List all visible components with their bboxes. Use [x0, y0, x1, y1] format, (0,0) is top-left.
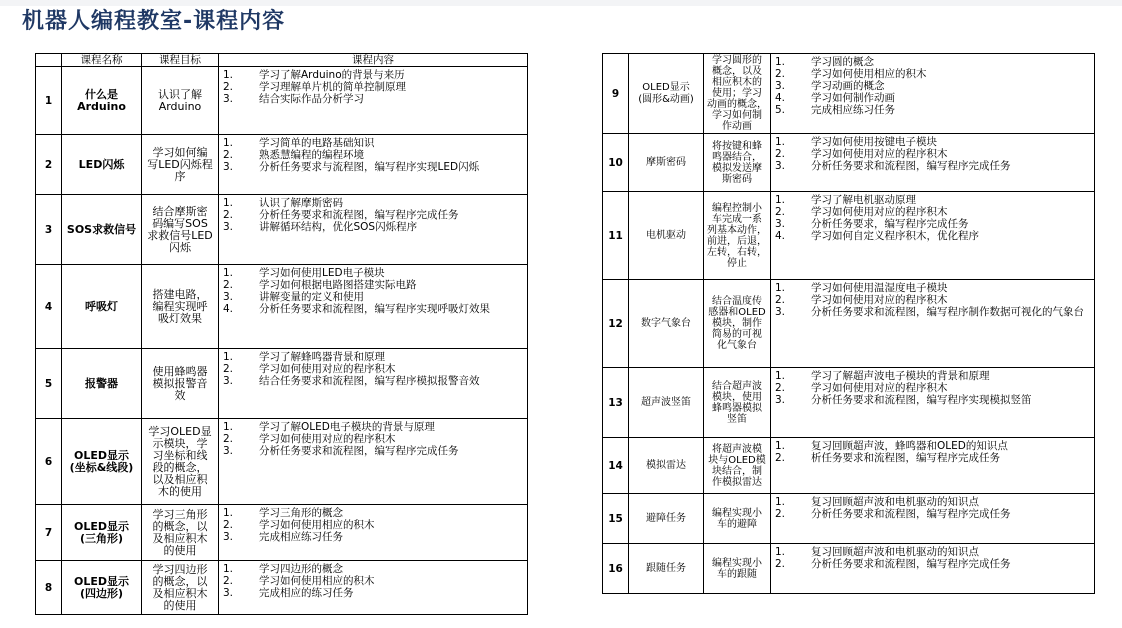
list-item-number: 3.	[223, 531, 234, 543]
list-item-text: 熟悉慧编程的编程环境	[259, 149, 364, 161]
list-item-number: 1.	[775, 282, 786, 294]
list-item-text: 学习如何使用对应的程序积木	[811, 294, 948, 306]
course-goal: 搭建电路， 编程实现呼 吸灯效果	[142, 265, 219, 349]
course-content	[771, 438, 1095, 494]
list-item-number: 2.	[223, 209, 234, 221]
list-item-text: 分析任务要求和流程图，编写程序完成任务	[259, 445, 459, 457]
list-item-number: 4.	[223, 303, 234, 315]
list-item	[221, 303, 525, 315]
course-content	[771, 134, 1095, 192]
course-name: 避障任务	[629, 494, 704, 544]
list-item-text: 学习如何根据电路图搭建实际电路	[259, 279, 417, 291]
list-item	[221, 93, 525, 105]
list-item-number: 3.	[223, 291, 234, 303]
content-list	[773, 136, 1092, 172]
header-course-content: 课程内容	[219, 54, 528, 67]
table-row	[603, 54, 1095, 134]
list-item-number: 4.	[775, 92, 786, 104]
course-name: LED闪烁	[62, 135, 142, 195]
course-content	[219, 195, 528, 265]
row-number: 10	[603, 134, 629, 192]
list-item-text: 分析任务要求与流程图，编写程序实现LED闪烁	[259, 161, 480, 173]
list-item-text: 学习了解Arduino的背景与来历	[259, 69, 405, 81]
table-row	[36, 195, 528, 265]
list-item-number: 1.	[775, 136, 786, 148]
row-number: 7	[36, 505, 62, 561]
list-item-text: 复习回顾超声波和电机驱动的知识点	[811, 496, 979, 508]
list-item-text: 学习了解超声波电子模块的背景和原理	[811, 370, 990, 382]
row-number: 8	[36, 561, 62, 615]
table-row	[36, 505, 528, 561]
list-item	[221, 531, 525, 543]
table-row	[603, 280, 1095, 368]
course-goal: 编程控制小 车完成一系 列基本动作， 前进，后退， 左转，右转， 停止	[704, 192, 771, 280]
list-item	[773, 206, 1092, 218]
list-item-number: 1.	[775, 56, 786, 68]
table-row	[603, 134, 1095, 192]
list-item-text: 学习如何使用相应的积木	[259, 519, 375, 531]
course-content	[771, 54, 1095, 134]
list-item-number: 2.	[223, 519, 234, 531]
course-name: OLED显示 (圆形&动画)	[629, 54, 704, 134]
list-item-text: 分析任务要求和流程图，编写程序制作数据可视化的气象台	[811, 306, 1084, 318]
list-item	[773, 382, 1092, 394]
course-goal: 学习如何编 写LED闪烁程 序	[142, 135, 219, 195]
list-item-text: 学习如何使用按键电子模块	[811, 136, 937, 148]
list-item-number: 3.	[775, 306, 786, 318]
list-item-text: 学习如何使用对应的程序积木	[811, 206, 948, 218]
course-goal: 编程实现小 车的跟随	[704, 544, 771, 594]
list-item-number: 2.	[775, 382, 786, 394]
table-row	[36, 67, 528, 135]
list-item-text: 学习如何使用对应的程序积木	[259, 363, 396, 375]
list-item	[773, 68, 1092, 80]
list-item-text: 学习了解电机驱动原理	[811, 194, 916, 206]
list-item-number: 3.	[775, 394, 786, 406]
content-list	[773, 282, 1092, 318]
list-item-text: 学习了解蜂鸣器背景和原理	[259, 351, 385, 363]
list-item	[221, 291, 525, 303]
list-item-text: 复习回顾超声波，蜂鸣器和OLED的知识点	[811, 440, 1008, 452]
list-item	[221, 587, 525, 599]
list-item-text: 学习四边形的概念	[259, 563, 343, 575]
list-item-number: 2.	[775, 452, 786, 464]
list-item	[221, 137, 525, 149]
list-item-text: 学习如何使用LED电子模块	[259, 267, 385, 279]
list-item-number: 3.	[223, 221, 234, 233]
content-list	[221, 197, 525, 233]
header-num	[36, 54, 62, 67]
course-goal: 将按键和蜂 鸣器结合， 模拟发送摩 斯密码	[704, 134, 771, 192]
list-item	[221, 267, 525, 279]
page-title: 机器人编程教室-课程内容	[22, 9, 286, 34]
content-list	[221, 351, 525, 387]
list-item-number: 3.	[775, 80, 786, 92]
list-item-text: 分析任务要求和流程图，编写程序完成任务	[811, 160, 1011, 172]
list-item-number: 3.	[223, 161, 234, 173]
course-goal: 结合摩斯密 码编写SOS 求救信号LED 闪烁	[142, 195, 219, 265]
course-name: 数字气象台	[629, 280, 704, 368]
course-name: 超声波竖笛	[629, 368, 704, 438]
course-name: 摩斯密码	[629, 134, 704, 192]
list-item	[773, 218, 1092, 230]
table-row	[603, 192, 1095, 280]
list-item-number: 1.	[775, 194, 786, 206]
list-item-text: 学习如何使用对应的程序积木	[811, 382, 948, 394]
course-content	[219, 349, 528, 419]
list-item-text: 析任务要求和流程图，编写程序完成任务	[811, 452, 1000, 464]
list-item	[773, 306, 1092, 318]
course-name: SOS求救信号	[62, 195, 142, 265]
list-item-text: 复习回顾超声波和电机驱动的知识点	[811, 546, 979, 558]
list-item	[773, 148, 1092, 160]
list-item	[773, 546, 1092, 558]
course-goal: 使用蜂鸣器 模拟报警音 效	[142, 349, 219, 419]
list-item	[773, 282, 1092, 294]
list-item	[773, 230, 1092, 242]
list-item-number: 2.	[223, 363, 234, 375]
course-goal: 将超声波模 块与OLED模 块结合，制 作模拟雷达	[704, 438, 771, 494]
list-item-text: 学习动画的概念	[811, 80, 885, 92]
list-item-number: 1.	[775, 370, 786, 382]
course-content	[219, 265, 528, 349]
list-item-number: 2.	[223, 279, 234, 291]
course-name: OLED显示 (三角形)	[62, 505, 142, 561]
list-item-text: 学习三角形的概念	[259, 507, 343, 519]
list-item	[773, 160, 1092, 172]
content-list	[773, 440, 1092, 464]
list-item-text: 完成相应练习任务	[811, 104, 895, 116]
row-number: 14	[603, 438, 629, 494]
list-item-text: 学习如何使用相应的积木	[811, 68, 927, 80]
content-list	[773, 194, 1092, 242]
list-item-text: 分析任务要求和流程图，编写程序完成任务	[811, 508, 1011, 520]
course-content	[771, 368, 1095, 438]
list-item	[773, 370, 1092, 382]
row-number: 1	[36, 67, 62, 135]
list-item	[773, 56, 1092, 68]
course-name: 呼吸灯	[62, 265, 142, 349]
list-item	[773, 80, 1092, 92]
table-row	[603, 368, 1095, 438]
row-number: 12	[603, 280, 629, 368]
content-list	[773, 546, 1092, 570]
list-item-number: 1.	[775, 546, 786, 558]
row-number: 6	[36, 419, 62, 505]
list-item-number: 2.	[223, 433, 234, 445]
table-row	[603, 438, 1095, 494]
list-item-number: 1.	[223, 351, 234, 363]
list-item	[221, 209, 525, 221]
list-item-text: 分析任务要求和流程图，编写程序完成任务	[259, 209, 459, 221]
course-goal: 学习圆形的 概念，以及 相应积木的 使用；学习 动画的概念， 学习如何制 作动画	[704, 54, 771, 134]
table-row	[36, 561, 528, 615]
list-item-text: 结合任务要求和流程图，编写程序模拟报警音效	[259, 375, 480, 387]
course-content	[219, 505, 528, 561]
content-list	[221, 421, 525, 457]
list-item-number: 3.	[223, 375, 234, 387]
list-item-text: 学习圆的概念	[811, 56, 874, 68]
content-list	[221, 267, 525, 315]
list-item-text: 学习如何自定义程序积木，优化程序	[811, 230, 979, 242]
content-list	[221, 137, 525, 173]
list-item-text: 学习如何制作动画	[811, 92, 895, 104]
table-row	[36, 265, 528, 349]
list-item-number: 2.	[223, 149, 234, 161]
list-item-number: 1.	[223, 137, 234, 149]
course-goal: 学习三角形 的概念，以 及相应积木 的使用	[142, 505, 219, 561]
table-row	[603, 544, 1095, 594]
list-item-number: 1.	[775, 496, 786, 508]
list-item	[221, 69, 525, 81]
course-name: 模拟雷达	[629, 438, 704, 494]
content-list	[773, 370, 1092, 406]
table-row	[36, 135, 528, 195]
list-item-number: 3.	[223, 445, 234, 457]
list-item	[773, 194, 1092, 206]
content-list	[773, 496, 1092, 520]
list-item-text: 完成相应的练习任务	[259, 587, 354, 599]
course-content	[219, 561, 528, 615]
course-name: OLED显示 (坐标&线段)	[62, 419, 142, 505]
list-item	[221, 279, 525, 291]
course-content	[771, 192, 1095, 280]
list-item-text: 分析任务要求和流程图，编写程序实现模拟竖笛	[811, 394, 1032, 406]
list-item-text: 分析任务要求，编写程序完成任务	[811, 218, 969, 230]
list-item-text: 完成相应练习任务	[259, 531, 343, 543]
list-item-number: 3.	[223, 587, 234, 599]
list-item	[221, 575, 525, 587]
course-goal: 学习四边形 的概念，以 及相应积木 的使用	[142, 561, 219, 615]
course-goal: 学习OLED显 示模块，学 习坐标和线 段的概念， 以及相应积 木的使用	[142, 419, 219, 505]
list-item-text: 讲解循环结构，优化SOS闪烁程序	[259, 221, 418, 233]
content-list	[773, 56, 1092, 116]
table-row	[36, 349, 528, 419]
list-item	[773, 104, 1092, 116]
course-name: 什么是 Arduino	[62, 67, 142, 135]
row-number: 4	[36, 265, 62, 349]
list-item-number: 1.	[775, 440, 786, 452]
list-item-number: 1.	[223, 197, 234, 209]
list-item-number: 1.	[223, 267, 234, 279]
list-item-number: 2.	[775, 508, 786, 520]
table-row	[603, 494, 1095, 544]
list-item-text: 结合实际作品分析学习	[259, 93, 364, 105]
list-item-number: 2.	[775, 148, 786, 160]
list-item-number: 2.	[775, 294, 786, 306]
list-item	[773, 92, 1092, 104]
list-item	[221, 161, 525, 173]
list-item	[773, 452, 1092, 464]
content-list	[221, 69, 525, 105]
course-goal: 编程实现小 车的避障	[704, 494, 771, 544]
course-content	[771, 280, 1095, 368]
table-header-row	[36, 54, 528, 67]
row-number: 5	[36, 349, 62, 419]
list-item	[221, 197, 525, 209]
list-item	[221, 149, 525, 161]
list-item-text: 学习如何使用对应的程序积木	[811, 148, 948, 160]
list-item-number: 1.	[223, 507, 234, 519]
course-content	[219, 419, 528, 505]
list-item	[221, 363, 525, 375]
list-item	[773, 496, 1092, 508]
list-item-number: 2.	[775, 206, 786, 218]
list-item-text: 学习如何使用相应的积木	[259, 575, 375, 587]
list-item-text: 学习如何使用对应的程序积木	[259, 433, 396, 445]
list-item-number: 3.	[775, 160, 786, 172]
list-item-number: 3.	[223, 93, 234, 105]
course-content	[771, 544, 1095, 594]
content-list	[221, 507, 525, 543]
list-item	[221, 421, 525, 433]
list-item-text: 学习简单的电路基础知识	[259, 137, 375, 149]
list-item-number: 1.	[223, 563, 234, 575]
list-item-number: 2.	[223, 575, 234, 587]
list-item	[221, 221, 525, 233]
header-course-name: 课程名称	[62, 54, 142, 67]
row-number: 15	[603, 494, 629, 544]
content-list	[221, 563, 525, 599]
list-item	[221, 81, 525, 93]
list-item	[773, 440, 1092, 452]
list-item-number: 4.	[775, 230, 786, 242]
list-item-number: 2.	[775, 558, 786, 570]
list-item	[221, 507, 525, 519]
list-item-number: 3.	[775, 218, 786, 230]
course-name: OLED显示 (四边形)	[62, 561, 142, 615]
list-item	[773, 508, 1092, 520]
list-item	[773, 294, 1092, 306]
course-content	[219, 67, 528, 135]
list-item	[221, 433, 525, 445]
course-goal: 结合温度传 感器和OLED 模块，制作 简易的可视 化气象台	[704, 280, 771, 368]
list-item	[221, 351, 525, 363]
row-number: 11	[603, 192, 629, 280]
course-goal: 认识了解 Arduino	[142, 67, 219, 135]
list-item-number: 1.	[223, 69, 234, 81]
header-course-goal: 课程目标	[142, 54, 219, 67]
list-item-text: 分析任务要求和流程图，编写程序完成任务	[811, 558, 1011, 570]
course-name: 报警器	[62, 349, 142, 419]
course-content	[771, 494, 1095, 544]
row-number: 16	[603, 544, 629, 594]
list-item-number: 1.	[223, 421, 234, 433]
list-item-number: 2.	[223, 81, 234, 93]
list-item-number: 5.	[775, 104, 786, 116]
list-item	[221, 519, 525, 531]
list-item	[221, 563, 525, 575]
list-item	[773, 136, 1092, 148]
list-item-text: 分析任务要求和流程图，编写程序实现呼吸灯效果	[259, 303, 490, 315]
list-item-text: 学习如何使用温湿度电子模块	[811, 282, 948, 294]
row-number: 13	[603, 368, 629, 438]
list-item	[221, 375, 525, 387]
list-item-text: 讲解变量的定义和使用	[259, 291, 364, 303]
row-number: 9	[603, 54, 629, 134]
course-content	[219, 135, 528, 195]
table-row	[36, 419, 528, 505]
list-item	[221, 445, 525, 457]
course-table-left	[35, 53, 528, 615]
list-item	[773, 558, 1092, 570]
course-name: 电机驱动	[629, 192, 704, 280]
list-item-text: 认识了解摩斯密码	[259, 197, 343, 209]
list-item	[773, 394, 1092, 406]
row-number: 3	[36, 195, 62, 265]
list-item-text: 学习理解单片机的简单控制原理	[259, 81, 406, 93]
row-number: 2	[36, 135, 62, 195]
course-name: 跟随任务	[629, 544, 704, 594]
list-item-text: 学习了解OLED电子模块的背景与原理	[259, 421, 435, 433]
course-goal: 结合超声波 模块，使用 蜂鸣器模拟 竖笛	[704, 368, 771, 438]
list-item-number: 2.	[775, 68, 786, 80]
course-table-right	[602, 53, 1095, 594]
